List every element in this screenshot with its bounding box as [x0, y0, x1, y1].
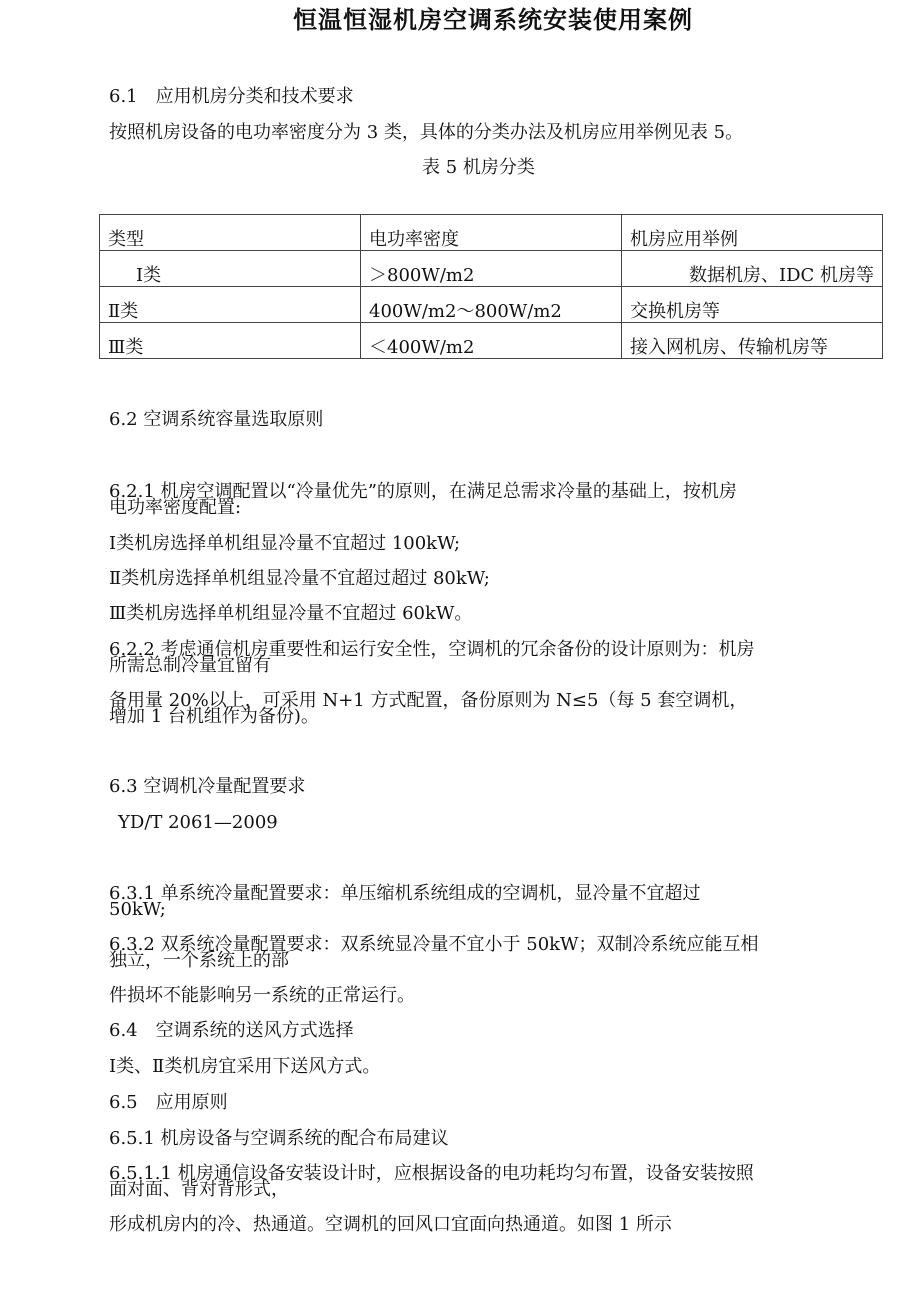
para-6-3-1-line2: 50kW;: [109, 899, 166, 920]
table-row: [100, 287, 883, 323]
header-examples: 机房应用举例: [622, 215, 883, 251]
para-6-2-1-line1: 6.2.1 机房空调配置以“冷量优先”的原则，在满足总需求冷量的基础上，按机房: [109, 481, 737, 502]
section-6-1-heading: 6.1 应用机房分类和技术要求: [109, 86, 354, 107]
para-6-3-2-line1: 6.3.2 双系统冷量配置要求：双系统显冷量不宜小于 50kW；双制冷系统应能互相: [109, 934, 759, 955]
row-3-type: Ⅲ类: [100, 323, 361, 359]
section-6-3-heading: 6.3 空调机冷量配置要求: [109, 776, 306, 797]
section-6-1-intro: 按照机房设备的电功率密度分为 3 类，具体的分类办法及机房应用举例见表 5。: [109, 122, 744, 143]
table-row: [100, 251, 883, 287]
row-2-examples: 交换机房等: [622, 287, 883, 323]
row-1-density: ＞800W/m2: [361, 251, 622, 287]
standard-reference: YD/T 2061—2009: [118, 812, 278, 833]
table-row: [100, 323, 883, 359]
para-6-2-2-line3: 备用量 20%以上，可采用 N+1 方式配置，备份原则为 N≤5（每 5 套空调机，: [109, 690, 748, 711]
para-6-5-1-1-line2: 面对面、背对背形式，: [109, 1179, 289, 1200]
section-6-4-heading: 6.4 空调系统的送风方式选择: [109, 1020, 354, 1041]
para-6-3-1-line1: 6.3.1 单系统冷量配置要求：单压缩机系统组成的空调机，显冷量不宜超过: [109, 883, 701, 904]
document-title: 恒温恒湿机房空调系统安装使用案例: [293, 5, 693, 34]
para-6-2-2-line1: 6.2.2 考虑通信机房重要性和运行安全性，空调机的冗余备份的设计原则为：机房: [109, 639, 755, 660]
class-1-limit: Ⅰ类机房选择单机组显冷量不宜超过 100kW;: [109, 533, 461, 554]
row-2-type: Ⅱ类: [100, 287, 361, 323]
row-2-density: 400W/m2～800W/m2: [361, 287, 622, 323]
room-classification-table: [99, 214, 883, 359]
table-caption: 表 5 机房分类: [422, 157, 535, 178]
row-1-type: Ⅰ类: [100, 251, 361, 287]
para-6-2-2-line2: 所需总制冷量宜留有: [109, 655, 271, 676]
class-2-limit: Ⅱ类机房选择单机组显冷量不宜超过超过 80kW;: [109, 568, 490, 589]
section-6-5-1-heading: 6.5.1 机房设备与空调系统的配合布局建议: [109, 1128, 449, 1149]
para-6-2-1-line2: 电功率密度配置:: [109, 497, 242, 518]
para-6-5-1-1-line3: 形成机房内的冷、热通道。空调机的回风口宜面向热通道。如图 1 所示: [109, 1214, 672, 1235]
section-6-2-heading: 6.2 空调系统容量选取原则: [109, 409, 324, 430]
header-type: 类型: [100, 215, 361, 251]
para-6-5-1-1-line1: 6.5.1.1 机房通信设备安装设计时，应根据设备的电功耗均匀布置，设备安装按照: [109, 1163, 754, 1184]
para-6-2-2-line4: 增加 1 台机组作为备份)。: [109, 706, 319, 727]
table-header-row: [100, 215, 883, 251]
section-6-5-heading: 6.5 应用原则: [109, 1092, 228, 1113]
section-6-4-text: Ⅰ类、Ⅱ类机房宜采用下送风方式。: [109, 1056, 381, 1077]
row-3-density: ＜400W/m2: [361, 323, 622, 359]
para-6-3-2-line3: 件损坏不能影响另一系统的正常运行。: [109, 985, 415, 1006]
para-6-3-2-line2: 独立，一个系统上的部: [109, 950, 289, 971]
row-1-examples: 数据机房、IDC 机房等: [622, 251, 883, 287]
row-3-examples: 接入网机房、传输机房等: [622, 323, 883, 359]
header-power-density: 电功率密度: [361, 215, 622, 251]
class-3-limit: Ⅲ类机房选择单机组显冷量不宜超过 60kW。: [109, 603, 473, 624]
